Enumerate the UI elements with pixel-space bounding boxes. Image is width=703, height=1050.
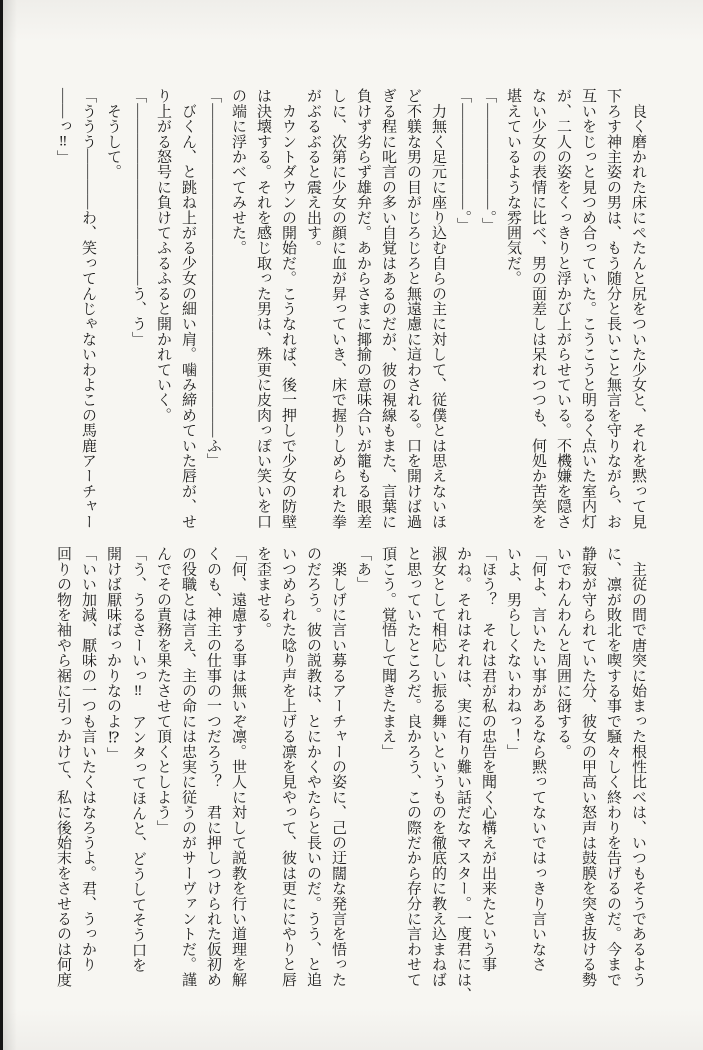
text-line: いでわんわんと周囲に谺する。: [555, 546, 571, 759]
text-line: と思っていたところだ。良かろう、この際だから存分に言わせて: [405, 546, 421, 987]
text-line: びくん、と跳ね上がる少女の細い肩。噛み締めていた唇が、せ: [180, 88, 196, 529]
text-line: 「ううう――――わ、笑ってんじゃないわよこの馬鹿アーチャー: [80, 88, 96, 529]
text-line: 回りの物を袖やら裾に引っかけて、私に後始末をさせるのは何度: [55, 546, 71, 987]
text-line: ど不躾な男の目がじろじろと無遠慮に這わされる。口を開けば過: [405, 88, 421, 529]
text-line: 「何よ、言いたい事があるなら黙ってないではっきり言いなさ: [530, 546, 546, 972]
text-line: がぶるぶると震え出す。: [305, 88, 321, 256]
text-line: の端に浮かべてみせた。: [230, 88, 246, 256]
text-line: 楽しげに言い募るアーチャーの姿に、己の迂闊な発言を悟った: [330, 546, 346, 987]
text-line: に、凛が敗北を喫する事で騒々しく終わりを告げるのだ。今まで: [605, 546, 621, 987]
text-line: ない少女の表情に比べ、男の面差しは呆れつつも、何処か苦笑を: [530, 88, 546, 529]
text-line: 「ほう？ それは君が私の忠告を聞く心構えが出来たという事: [480, 546, 496, 972]
text-line: 主従の間で唐突に始まった根性比べは、いつもそうであるよう: [630, 546, 646, 987]
text-line: 「―――――――。」: [480, 88, 496, 233]
text-line: ぎる程に叱言の多い自覚はあるのだが、彼の視線もまた、言葉に: [380, 88, 396, 529]
text-line: 互いをじっと見つめ合っていた。こうこうと明るく点いた室内灯: [580, 88, 596, 529]
text-line: かね。それはそれは、実に有り難い話だなマスター。一度君には、: [455, 546, 471, 1002]
text-line: 負けず劣らず雄弁だ。あからさまに揶揄の意味合いが籠もる眼差: [355, 88, 371, 529]
text-line: そうして。: [105, 88, 121, 180]
text-line: 開けば厭味ばっかりなのよ⁉」: [105, 546, 121, 762]
text-line: り上がる怒号に負けてふるふると開かれていく。: [155, 88, 171, 423]
text-line: 「―――――――。」: [455, 88, 471, 233]
text-line: は決壊する。それを感じ取った男は、殊更に皮肉っぽい笑いを口: [255, 88, 271, 529]
text-line: 淑女として相応しい振る舞いというものを徹底的に教え込まねば: [430, 546, 446, 987]
text-line: の役職とは言え、主の命には忠実に従うのがサーヴァントだ。謹: [180, 546, 196, 987]
top-text-block: [50, 88, 650, 540]
text-line: 「う、うるさーいっ‼ アンタってほんと、どうしてそう口を: [130, 546, 146, 973]
text-line: んでその責務を果たさせて頂くとしよう」: [155, 546, 171, 835]
text-line: 「――――――――――――――――――――――ふ」: [205, 88, 221, 468]
text-line: 「何、遠慮する事は無いぞ凛。世人に対して説教を行い道理を解: [230, 546, 246, 987]
text-line: 堪えているような雰囲気だ。: [505, 88, 521, 286]
text-line: しに、次第に少女の顔に血が昇っていき、床で握りしめられた拳: [330, 88, 346, 529]
text-line: いつめられた唸り声を上げる凛を見やって、彼は更ににやりと唇: [280, 546, 296, 987]
text-line: 下ろす神主姿の男は、もう随分と長いこと無言を守りながら、お: [605, 88, 621, 529]
text-line: 「――――――――――――う、う」: [130, 88, 146, 347]
text-line: 「いい加減、厭味の一つも言いたくはなろうよ。君、うっかり: [80, 546, 96, 972]
text-line: いよ、男らしくないわねっ！」: [505, 546, 521, 759]
text-line: カウントダウンの開始だ。こうなれば、後一押しで少女の防壁: [280, 88, 296, 529]
text-line: のだろう。彼の説教は、とにかくやたらと長いのだ。うう、と追: [305, 546, 321, 987]
text-line: 頂こう。覚悟して聞きたまえ」: [380, 546, 396, 759]
text-line: が、二人の姿をくっきりと浮かび上がらせている。不機嫌を隠さ: [555, 88, 571, 529]
text-line: くのも、神主の仕事の一つだろう？ 君に押しつけられた仮初め: [205, 546, 221, 987]
text-line: 静寂が守られていた分、彼女の甲高い怒声は鼓膜を突き抜ける勢: [580, 546, 596, 987]
text-line: を歪ませる。: [255, 546, 271, 638]
text-line: 良く磨かれた床にぺたんと尻をついた少女と、それを黙って見: [630, 88, 646, 529]
text-line: ――っ‼」: [55, 88, 71, 165]
page-binding-shadow: [3, 0, 17, 1050]
text-line: 力無く足元に座り込む自らの主に対して、従僕とは思えないほ: [430, 88, 446, 529]
text-line: 「あ」: [355, 546, 371, 592]
bottom-text-block: [50, 546, 650, 1006]
